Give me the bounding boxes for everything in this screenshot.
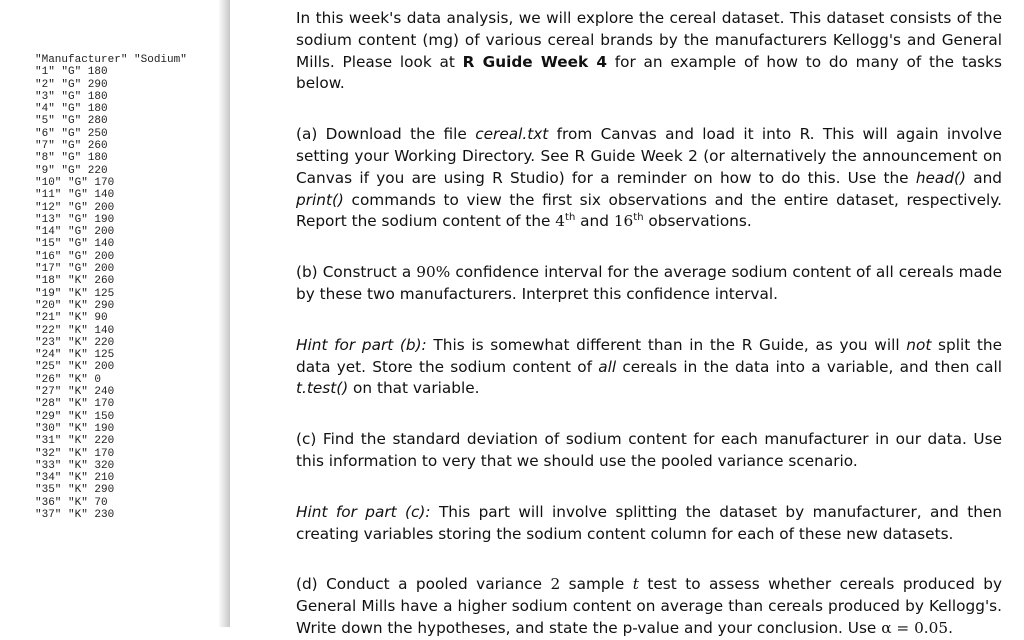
dataset-row: "32" "K" 170: [35, 447, 115, 460]
dataset-row: "11" "G" 140: [35, 189, 115, 202]
part-d-text: (d) Conduct a pooled variance: [296, 575, 551, 594]
dataset-row: "31" "K" 220: [35, 435, 115, 448]
part-a-text-6: observations.: [643, 212, 752, 231]
significance-level: α = 0.05: [881, 618, 949, 637]
math-two: 2: [550, 575, 561, 594]
dataset-row: "10" "G" 170: [35, 176, 115, 189]
part-b-text: (b) Construct a: [296, 263, 417, 282]
dataset-row: "36" "K" 70: [35, 496, 108, 509]
print-command: print(): [296, 190, 344, 209]
hint-b-paragraph: [296, 335, 1002, 400]
hint-b-text-2: split the data yet. Store the sodium content of: [296, 335, 1002, 376]
dataset-row: "33" "K" 320: [35, 459, 115, 472]
dataset-row: "30" "K" 190: [35, 422, 115, 435]
filename: cereal.txt: [475, 125, 549, 144]
dataset-row: "28" "K" 170: [35, 398, 115, 411]
part-d-text-4: .: [948, 618, 954, 637]
dataset-row: "9" "G" 220: [35, 164, 108, 177]
intro-text: In this week's data analysis, we will explore the cereal dataset. This dataset consists of the sodium content (mg) of various cereal brands by the manufacturers Kellogg's and General Mills. Please look at: [296, 9, 1002, 71]
dataset-row: "24" "K" 125: [35, 349, 115, 362]
part-d-paragraph: [296, 574, 1002, 639]
confidence-level: 90%: [416, 263, 451, 282]
dataset-row: "2" "G" 290: [35, 78, 108, 91]
part-a-text-4: commands to view the first six observations and the entire dataset, respectively. Report the sodium content of the: [296, 190, 1002, 231]
dataset-row: "13" "G" 190: [35, 213, 115, 226]
dataset-row: "15" "G" 140: [35, 238, 115, 251]
part-b-paragraph: [296, 262, 1002, 306]
hint-b-label: Hint for part (b):: [296, 335, 427, 354]
dataset-row: "6" "G" 250: [35, 127, 108, 140]
emphasis-not: not: [906, 335, 932, 354]
math-t: t: [632, 575, 639, 594]
emphasis-all: all: [598, 357, 617, 376]
head-command: head(): [915, 168, 966, 187]
part-c-paragraph: [296, 429, 1002, 473]
ordinal-suffix-2: th: [633, 212, 644, 224]
dataset-row: "22" "K" 140: [35, 324, 115, 337]
dataset-row: "12" "G" 200: [35, 201, 115, 214]
dataset-row: "1" "G" 180: [35, 66, 108, 79]
dataset-row: "18" "K" 260: [35, 275, 115, 288]
part-d-text-3: test to assess whether cereals produced by General Mills have a higher sodium content on average than cereals produced by Kellogg's. Write down the hypotheses, and state the p-value and your conclusion. Use: [296, 575, 1002, 637]
hint-b-text-3: cereals in the data into a variable, and then call: [616, 357, 1002, 376]
dataset-row: "25" "K" 200: [35, 361, 115, 374]
dataset-row: "16" "G" 200: [35, 250, 115, 263]
dataset-row: "34" "K" 210: [35, 472, 115, 485]
dataset-row: "26" "K" 0: [35, 373, 102, 386]
dataset-row: "27" "K" 240: [35, 386, 115, 399]
r-guide-reference: R Guide Week 4: [462, 52, 607, 71]
assignment-text: [296, 8, 1002, 640]
dataset-row: "3" "G" 180: [35, 90, 108, 103]
hint-c-text: This part will involve splitting the dataset by manufacturer, and then creating variables storing the sodium content column for each of these new datasets.: [296, 502, 1003, 543]
ttest-function: t.test(): [296, 379, 349, 398]
dataset-row: "19" "K" 125: [35, 287, 115, 300]
dataset-row: "35" "K" 290: [35, 484, 115, 497]
part-a-text-3: and: [965, 168, 1002, 187]
dataset-row: "21" "K" 90: [35, 312, 108, 325]
part-a-text-5: and: [575, 212, 614, 231]
dataset-row: "29" "K" 150: [35, 410, 115, 423]
dataset-row: "23" "K" 220: [35, 336, 115, 349]
dataset-row: "37" "K" 230: [35, 508, 115, 521]
dataset-row: "17" "G" 200: [35, 263, 115, 276]
part-a-text-2: from Canvas and load it into R. This will again involve setting your Working Directory. See R Guide Week 2 (or alternatively the announcement on Canvas if you are using R Studio) for a reminder on how to do this. Use the: [296, 125, 1002, 187]
dataset-header: "Manufacturer" "Sodium": [35, 54, 187, 66]
part-a-text: (a) Download the file: [296, 125, 476, 144]
dataset-listing: [35, 54, 187, 521]
ordinal-suffix: th: [565, 212, 576, 224]
part-d-text-2: sample: [560, 575, 633, 594]
intro-paragraph: [296, 8, 1002, 95]
dataset-row: "4" "G" 180: [35, 103, 108, 116]
dataset-row: "5" "G" 280: [35, 115, 108, 128]
ordinal-16: 16: [613, 212, 634, 231]
hint-c-label: Hint for part (c):: [296, 502, 431, 521]
dataset-output-panel: [0, 0, 230, 627]
intro-text-end: for an example of how to do many of the tasks below.: [296, 52, 1002, 93]
dataset-row: "14" "G" 200: [35, 226, 115, 239]
part-c-text: (c) Find the standard deviation of sodium content for each manufacturer in our data. Use this information to very that we should use the pooled variance scenario.: [296, 430, 1002, 470]
hint-c-paragraph: [296, 502, 1002, 546]
dataset-row: "7" "G" 260: [35, 140, 108, 153]
part-b-text-2: confidence interval for the average sodium content of all cereals made by these two manufacturers. Interpret this confidence interval.: [296, 263, 1003, 303]
hint-b-text: This is somewhat different than in the R Guide, as you will: [426, 335, 907, 354]
ordinal-4: 4: [555, 212, 566, 231]
dataset-row: "20" "K" 290: [35, 299, 115, 312]
dataset-row: "8" "G" 180: [35, 152, 108, 165]
part-a-paragraph: [296, 124, 1002, 233]
hint-b-text-4: on that variable.: [348, 379, 480, 398]
